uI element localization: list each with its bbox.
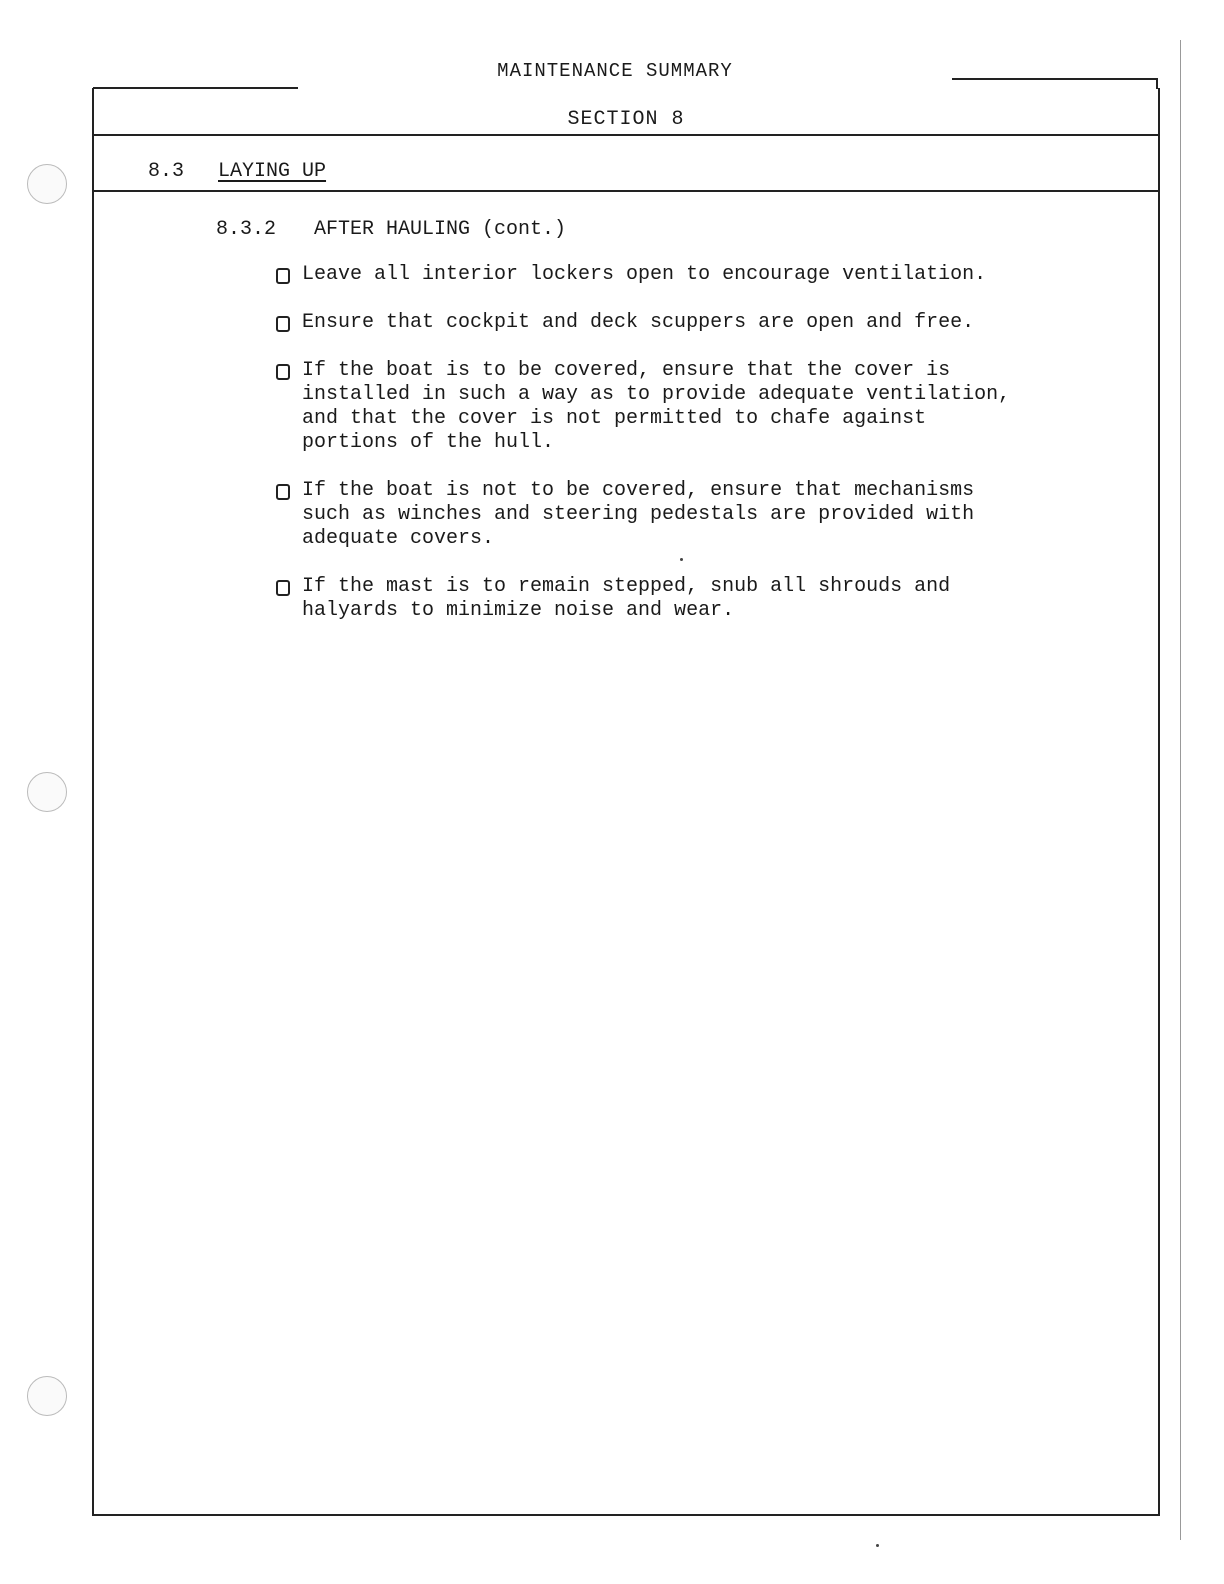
checkbox[interactable]	[276, 484, 290, 500]
checkbox[interactable]	[276, 316, 290, 332]
checklist-item-text: Leave all interior lockers open to encourage ventilation.	[302, 263, 987, 286]
page-title: MAINTENANCE SUMMARY	[497, 60, 733, 82]
checklist-content	[216, 218, 1156, 647]
checklist-item	[216, 359, 1156, 455]
punch-hole	[27, 164, 67, 204]
header-rule-right	[952, 78, 1158, 80]
scan-speck	[876, 1544, 879, 1547]
checklist-item-text: If the mast is to remain stepped, snub all shrouds and halyards to minimize noise and wear.	[302, 575, 951, 622]
checkbox[interactable]	[276, 364, 290, 380]
checklist-item	[216, 311, 1156, 335]
checklist-item	[216, 263, 1156, 287]
punch-hole	[27, 1376, 67, 1416]
heading-title: AFTER HAULING (cont.)	[314, 218, 567, 241]
section-row	[94, 88, 1158, 136]
heading-number: 8.3.2	[216, 218, 277, 241]
checklist-item	[216, 575, 1156, 623]
subsection-title: LAYING UP	[218, 160, 327, 183]
checklist-item-text: If the boat is not to be covered, ensure that mechanisms such as winches and steering pedestals are provided with adequate covers.	[302, 479, 975, 550]
checkbox[interactable]	[276, 580, 290, 596]
checklist-heading	[216, 218, 1156, 241]
checklist-item-text: If the boat is to be covered, ensure that the cover is installed in such a way as to provide adequate ventilation, and that the cover is not permitted to chafe against portions of the hull.	[302, 359, 1011, 454]
subsection-row	[94, 136, 1158, 192]
punch-hole	[27, 772, 67, 812]
checklist-item-text: Ensure that cockpit and deck scuppers are open and free.	[302, 311, 975, 334]
checkbox[interactable]	[276, 268, 290, 284]
page-edge-line	[1180, 40, 1181, 1540]
subsection-number: 8.3	[148, 160, 185, 183]
section-label: SECTION 8	[567, 108, 685, 131]
scan-speck	[680, 558, 683, 561]
checklist-item	[216, 479, 1156, 551]
